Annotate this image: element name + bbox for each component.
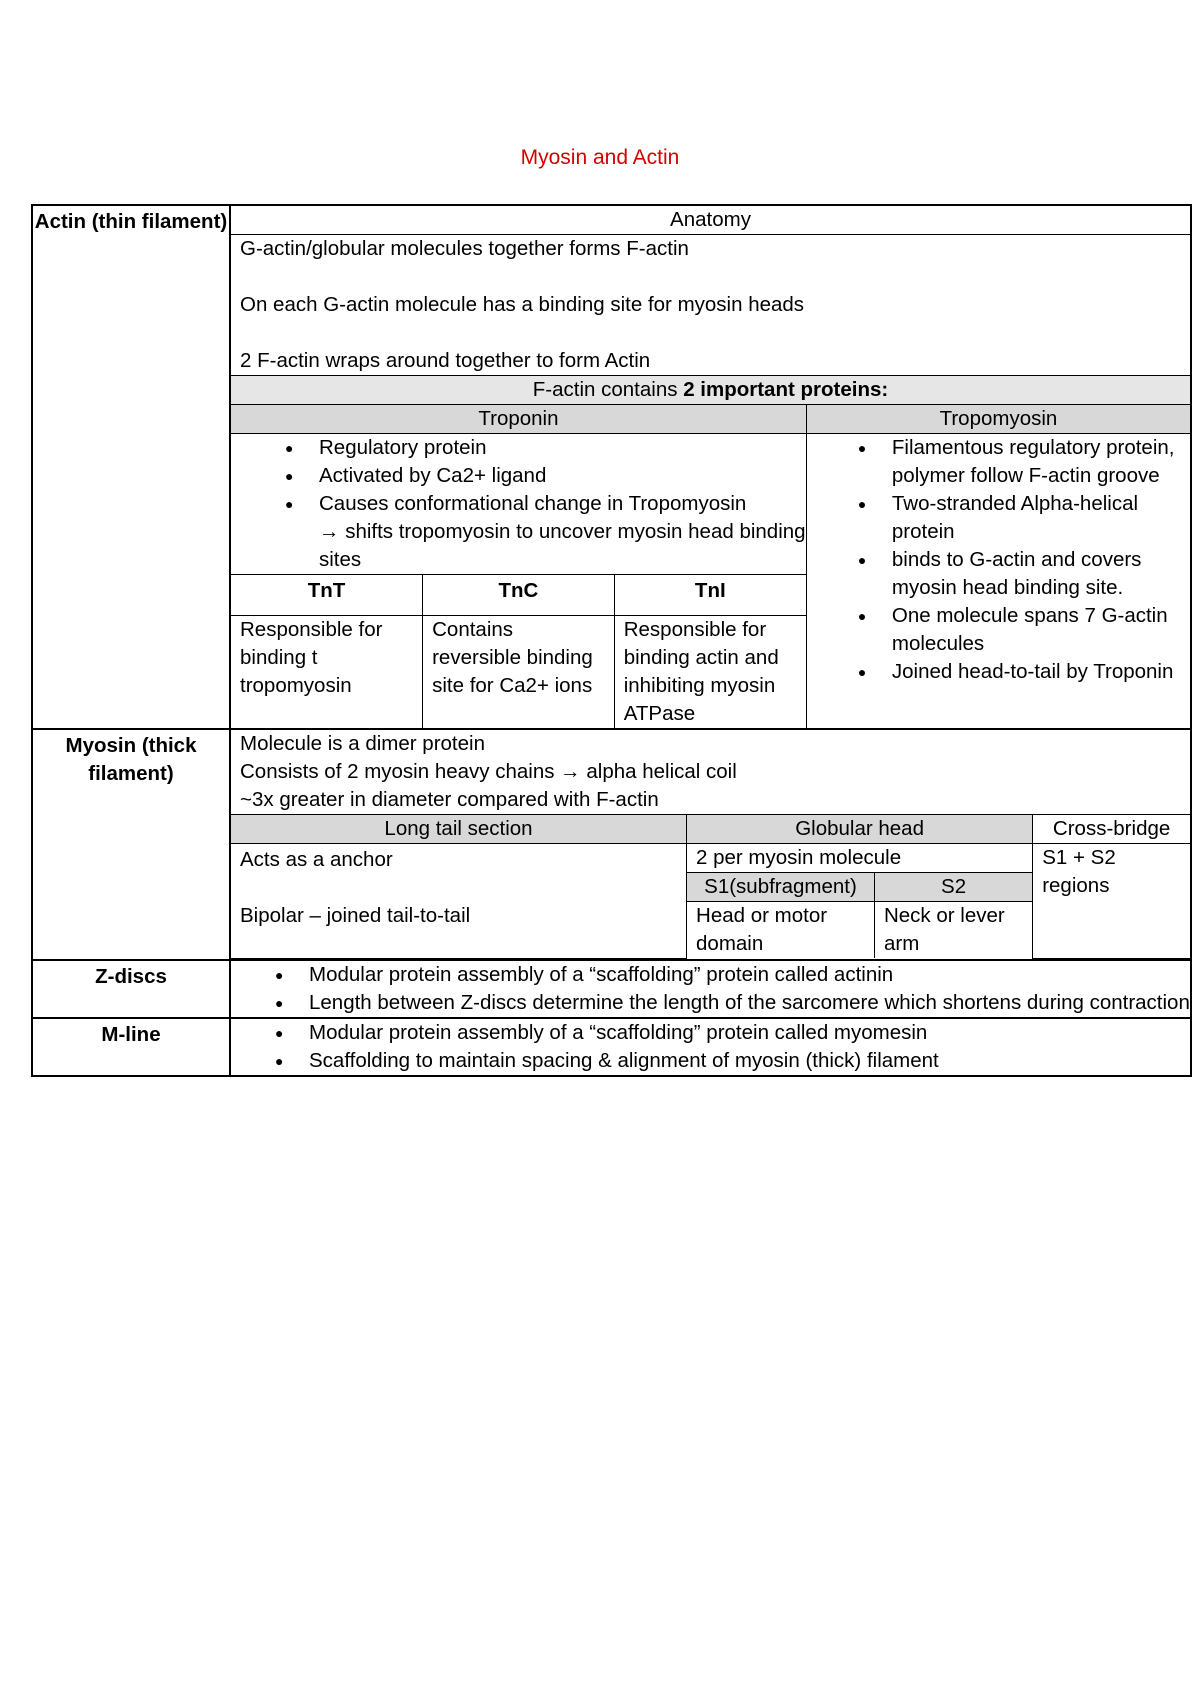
myosin-description — [231, 730, 1190, 815]
tropomyosin-bullets — [807, 434, 1181, 686]
globular-head-line: 2 per myosin molecule — [687, 844, 1033, 873]
mline-label: M-line — [32, 1018, 230, 1076]
list-item-text: → shifts tropomyosin to uncover myosin head binding sites — [319, 520, 806, 571]
list-item: ● Modular protein assembly of a “scaffolding” protein called myomesin — [309, 1019, 1190, 1047]
myosin-line: Consists of 2 myosin heavy chains → alpha helical coil — [240, 760, 737, 783]
proteins-header-bold: 2 important proteins: — [683, 378, 889, 401]
long-tail-body — [231, 844, 687, 959]
list-item: ● binds to G-actin and covers myosin head binding site. — [892, 546, 1181, 602]
troponin-bullets — [231, 434, 806, 574]
zdiscs-row — [32, 960, 1191, 1018]
mline-bullets — [231, 1019, 1190, 1075]
list-item — [319, 490, 806, 574]
tropomyosin-header: Tropomyosin — [806, 405, 1190, 434]
list-item: ● Regulatory protein — [319, 434, 806, 462]
list-item: ● Scaffolding to maintain spacing & alignment of myosin (thick) filament — [309, 1047, 1190, 1075]
anatomy-line: 2 F-actin wraps around together to form Actin — [240, 349, 651, 372]
long-tail-line: Bipolar – joined tail-to-tail — [240, 904, 471, 927]
summary-table — [31, 204, 1192, 1077]
list-item: ● Activated by Ca2+ ligand — [319, 462, 806, 490]
globular-head-header: Globular head — [687, 815, 1033, 844]
list-item-text: Causes conformational change in Tropomyosin — [319, 492, 747, 515]
anatomy-body — [231, 235, 1190, 376]
tni-desc: Responsible for binding actin and inhibiting myosin ATPase — [614, 616, 806, 729]
tropomyosin-cell — [806, 434, 1190, 729]
mline-content — [230, 1018, 1191, 1076]
anatomy-line: G-actin/globular molecules together forms F-actin — [240, 237, 689, 260]
myosin-line: Molecule is a dimer protein — [240, 732, 485, 755]
list-item: ● Filamentous regulatory protein, polymer follow F-actin groove — [892, 434, 1181, 490]
tni-header: TnI — [614, 575, 806, 616]
troponin-header: Troponin — [231, 405, 806, 434]
cross-bridge-header: Cross-bridge — [1033, 815, 1190, 844]
anatomy-header: Anatomy — [231, 206, 1190, 235]
myosin-inner-table — [231, 730, 1190, 959]
page-title: Myosin and Actin — [520, 146, 680, 169]
zdiscs-bullets — [231, 961, 1190, 1017]
proteins-header-prefix: F-actin contains — [532, 378, 684, 401]
list-item: ● Modular protein assembly of a “scaffolding” protein called actinin — [309, 961, 1190, 989]
actin-row — [32, 205, 1191, 729]
tnt-desc: Responsible for binding t tropomyosin — [231, 616, 423, 729]
list-item: ● Joined head-to-tail by Troponin — [892, 658, 1181, 686]
actin-inner-table — [231, 206, 1190, 728]
actin-label: Actin (thin filament) — [32, 205, 230, 729]
list-item: ● One molecule spans 7 G-actin molecules — [892, 602, 1181, 658]
list-item: ● Length between Z-discs determine the length of the sarcomere which shortens during contraction — [309, 989, 1190, 1017]
s2-desc: Neck or lever arm — [874, 902, 1032, 959]
long-tail-line: Acts as a anchor — [240, 848, 393, 871]
proteins-header — [231, 376, 1190, 405]
myosin-row — [32, 729, 1191, 960]
myosin-line: ~3x greater in diameter compared with F-actin — [240, 788, 659, 811]
anatomy-line: On each G-actin molecule has a binding site for myosin heads — [240, 293, 805, 316]
cross-bridge-desc: S1 + S2 regions — [1033, 844, 1190, 959]
mline-row — [32, 1018, 1191, 1076]
s2-header: S2 — [874, 873, 1032, 902]
zdiscs-label: Z-discs — [32, 960, 230, 1018]
list-item: ● Two-stranded Alpha-helical protein — [892, 490, 1181, 546]
zdiscs-content — [230, 960, 1191, 1018]
myosin-label: Myosin (thick filament) — [32, 729, 230, 960]
s1-header: S1(subfragment) — [687, 873, 875, 902]
long-tail-header: Long tail section — [231, 815, 687, 844]
s1-desc: Head or motor domain — [687, 902, 875, 959]
actin-content — [230, 205, 1191, 729]
tnc-header: TnC — [423, 575, 615, 616]
troponin-subunits-table — [231, 574, 806, 728]
tnt-header: TnT — [231, 575, 423, 616]
myosin-content — [230, 729, 1191, 960]
tnc-desc: Contains reversible binding site for Ca2+ ions — [423, 616, 615, 729]
troponin-cell — [231, 434, 806, 729]
